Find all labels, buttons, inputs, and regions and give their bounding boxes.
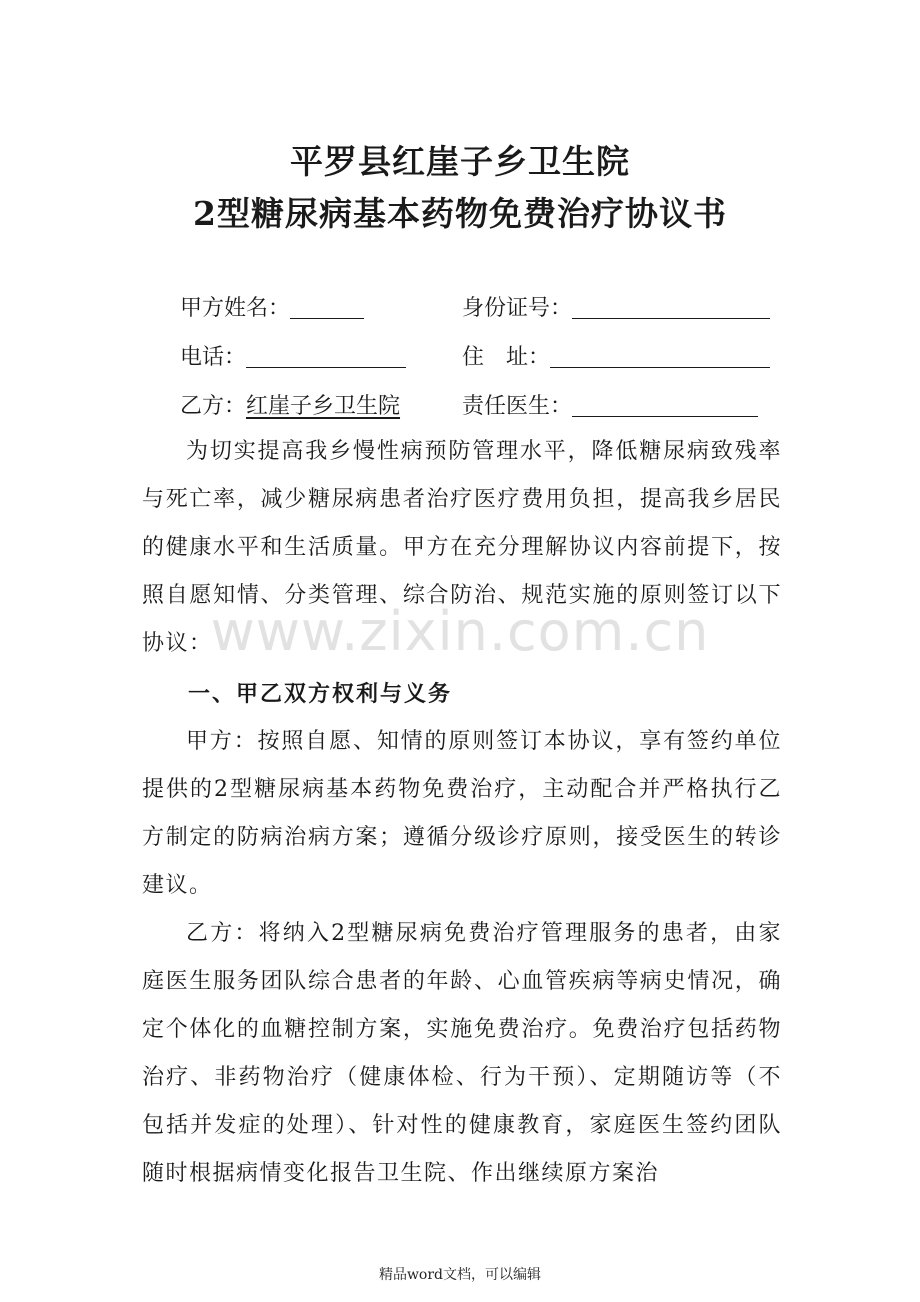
party-a-name-blank[interactable] bbox=[290, 292, 364, 319]
address-field bbox=[462, 340, 770, 371]
document-title-line1: 平罗县红崖子乡卫生院 bbox=[290, 142, 630, 181]
field-row-3 bbox=[0, 389, 920, 429]
party-a-name-field bbox=[180, 291, 364, 322]
doctor-blank[interactable] bbox=[572, 390, 758, 417]
address-label: 住 址： bbox=[462, 345, 551, 370]
party-b-paragraph: 乙方：将纳入2型糖尿病免费治疗管理服务的患者，由家庭医生服务团队综合患者的年龄、心血管疾病等病史情况，确定个体化的血糖控制方案，实施免费治疗。免费治疗包括药物治疗、非药物治疗（健康体检、行为干预）、定期随访等（不包括并发症的处理）、针对性的健康教育，家庭医生签约团队随时根据病情变化报告卫生院、作出继续原方案治 bbox=[142, 921, 782, 1186]
page-footer: 精品word文档，可以编辑 bbox=[378, 1267, 542, 1283]
id-number-field bbox=[462, 291, 770, 322]
section1-heading: 一、甲乙双方权利与义务 bbox=[188, 681, 453, 707]
intro-paragraph: 为切实提高我乡慢性病预防管理水平，降低糖尿病致残率与死亡率，减少糖尿病患者治疗医疗费用负担，提高我乡居民的健康水平和生活质量。甲方在充分理解协议内容前提下，按照自愿知情、分类管理、综合防治、规范实施的原则签订以下协议： bbox=[142, 439, 782, 656]
party-b-value: 红崖子乡卫生院 bbox=[246, 394, 401, 419]
document-title-line2: 2型糖尿病基本药物免费治疗协议书 bbox=[193, 194, 727, 233]
party-b-field bbox=[180, 389, 400, 420]
doctor-field bbox=[462, 389, 758, 420]
doctor-label: 责任医生： bbox=[462, 394, 573, 419]
phone-field bbox=[180, 340, 406, 371]
field-row-1 bbox=[0, 291, 920, 331]
party-a-paragraph: 甲方：按照自愿、知情的原则签订本协议，享有签约单位提供的2型糖尿病基本药物免费治疗，主动配合并严格执行乙方制定的防病治病方案；遵循分级诊疗原则，接受医生的转诊建议。 bbox=[142, 729, 782, 898]
field-row-2 bbox=[0, 340, 920, 380]
address-blank[interactable] bbox=[550, 341, 770, 368]
phone-label: 电话： bbox=[180, 345, 247, 370]
party-b-label: 乙方： bbox=[180, 394, 247, 419]
id-number-label: 身份证号： bbox=[462, 296, 573, 321]
id-number-blank[interactable] bbox=[572, 292, 770, 319]
watermark-text: www.zixin.com.cn bbox=[210, 600, 710, 663]
phone-blank[interactable] bbox=[246, 341, 406, 368]
party-a-name-label: 甲方姓名： bbox=[180, 296, 291, 321]
